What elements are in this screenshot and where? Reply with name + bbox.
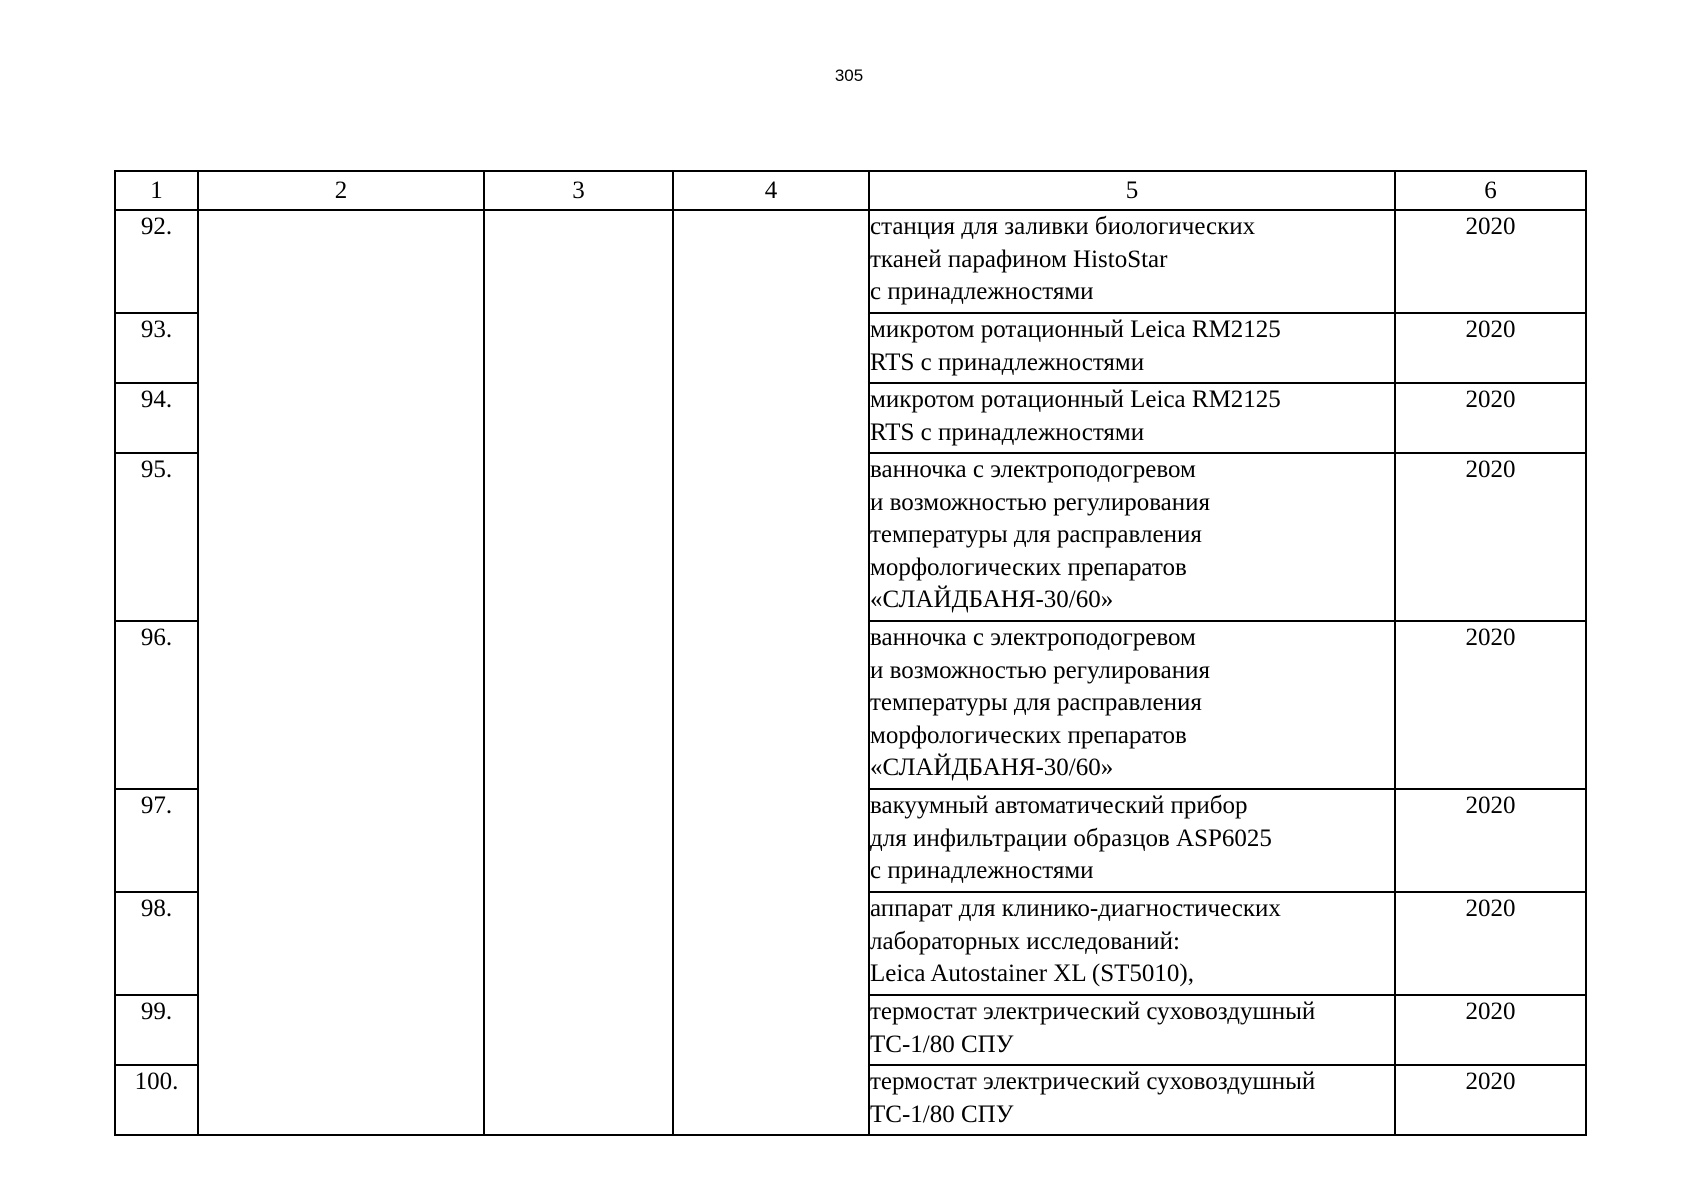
row-number: 99. bbox=[115, 995, 198, 1065]
header-row bbox=[115, 171, 1586, 210]
row-description: аппарат для клинико-диагностических лабораторных исследований: Leica Autostainer XL (ST5010), bbox=[869, 892, 1395, 995]
page-number: 305 bbox=[834, 66, 864, 85]
row-year: 2020 bbox=[1395, 383, 1586, 453]
header-col-4: 4 bbox=[673, 171, 869, 210]
equipment-table bbox=[114, 170, 1587, 1136]
row-number: 95. bbox=[115, 453, 198, 621]
row-description: ванночка с электроподогревом и возможностью регулирования температуры для расправления морфологических препаратов «СЛАЙДБАНЯ-30/60» bbox=[869, 621, 1395, 789]
row-year: 2020 bbox=[1395, 995, 1586, 1065]
row-description: микротом ротационный Leica RM2125 RTS с принадлежностями bbox=[869, 383, 1395, 453]
table-row bbox=[115, 210, 1586, 313]
row-description: термостат электрический суховоздушный ТС-1/80 СПУ bbox=[869, 995, 1395, 1065]
row-description: микротом ротационный Leica RM2125 RTS с принадлежностями bbox=[869, 313, 1395, 383]
row-number: 97. bbox=[115, 789, 198, 892]
header-col-3: 3 bbox=[484, 171, 673, 210]
row-year: 2020 bbox=[1395, 621, 1586, 789]
row-year: 2020 bbox=[1395, 1065, 1586, 1135]
row-year: 2020 bbox=[1395, 789, 1586, 892]
row-year: 2020 bbox=[1395, 453, 1586, 621]
header-col-2: 2 bbox=[198, 171, 484, 210]
row-year: 2020 bbox=[1395, 892, 1586, 995]
row-number: 100. bbox=[115, 1065, 198, 1135]
header-col-5: 5 bbox=[869, 171, 1395, 210]
row-number: 96. bbox=[115, 621, 198, 789]
row-number: 93. bbox=[115, 313, 198, 383]
row-number: 94. bbox=[115, 383, 198, 453]
column-3-merged-cell bbox=[484, 210, 673, 1135]
column-2-merged-cell bbox=[198, 210, 484, 1135]
column-4-merged-cell bbox=[673, 210, 869, 1135]
row-number: 92. bbox=[115, 210, 198, 313]
row-description: вакуумный автоматический прибор для инфильтрации образцов ASP6025 с принадлежностями bbox=[869, 789, 1395, 892]
row-year: 2020 bbox=[1395, 313, 1586, 383]
row-year: 2020 bbox=[1395, 210, 1586, 313]
header-col-6: 6 bbox=[1395, 171, 1586, 210]
row-description: термостат электрический суховоздушный ТС-1/80 СПУ bbox=[869, 1065, 1395, 1135]
row-number: 98. bbox=[115, 892, 198, 995]
header-col-1: 1 bbox=[115, 171, 198, 210]
row-description: ванночка с электроподогревом и возможностью регулирования температуры для расправления морфологических препаратов «СЛАЙДБАНЯ-30/60» bbox=[869, 453, 1395, 621]
row-description: станция для заливки биологических тканей парафином HistoStar с принадлежностями bbox=[869, 210, 1395, 313]
